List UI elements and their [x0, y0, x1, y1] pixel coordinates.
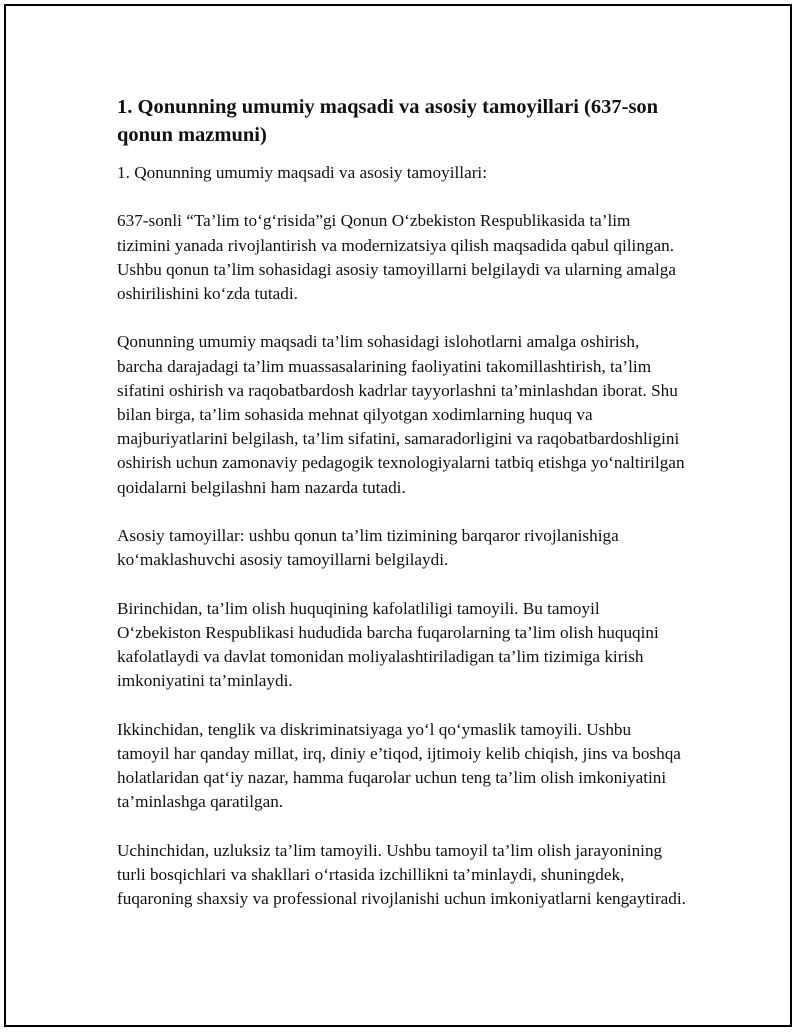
paragraph-main-principles: Asosiy tamoyillar: ushbu qonun ta’lim tizimining barqaror rivojlanishiga ko‘maklashuvchi asosiy tamoyillarni belgilaydi.: [117, 526, 619, 570]
paragraph-intro: 1. Qonunning umumiy maqsadi va asosiy tamoyillari:: [117, 163, 487, 182]
paragraph-third-principle: Uchinchidan, uzluksiz ta’lim tamoyili. Ushbu tamoyil ta’lim olish jarayonining turli bosqichlari va shakllari o‘rtasida izchillikni ta’minlaydi, shuningdek, fuqaroning shaxsiy va professional rivojlanishi uchun imkoniyatlarni kengaytiradi.: [117, 840, 686, 908]
paragraph-second-principle: Ikkinchidan, tenglik va diskriminatsiyaga yo‘l qo‘ymaslik tamoyili. Ushbu tamoyil har qanday millat, irq, diniy e’tiqod, ijtimoiy kelib chiqish, jins va boshqa holatlaridan qat‘iy nazar, hamma fuqarolar uchun teng ta’lim olish imkoniyatini ta’minlashga qaratilgan.: [117, 719, 681, 812]
paragraph-law-adoption: 637-sonli “Ta’lim to‘g‘risida”gi Qonun O‘zbekiston Respublikasida ta’lim tizimini yanada rivojlantirish va modernizatsiya qilish maqsadida qabul qilingan. Ushbu qonun ta’lim sohasidagi asosiy tamoyillarni belgilaydi va ularning amalga oshirilishini ko‘zda tutadi.: [117, 211, 676, 303]
paragraph-general-goal: Qonunning umumiy maqsadi ta’lim sohasidagi islohotlarni amalga oshirish, barcha darajadagi ta’lim muassasalarining faoliyatini takomillashtirish, ta’lim sifatini oshirish va raqobatbardosh kadrlar tayyorlashni ta’minlashdan iborat. Shu bilan birga, ta’lim sohasida mehnat qilyotgan xodimlarning huquq va majburiyatlarini belgilash, ta’lim sifatini, samaradorligini va raqobatbardoshligini oshirish uchun zamonaviy pedagogik texnologiyalarni tatbiq etishga yo‘naltirilgan qoidalarni belgilashni ham nazarda tutadi.: [117, 332, 685, 497]
page-title: 1. Qonunning umumiy maqsadi va asosiy tamoyillari (637-son qonun mazmuni): [117, 96, 659, 146]
document-body: [117, 93, 687, 935]
paragraph-first-principle: Birinchidan, ta’lim olish huquqining kafolatliligi tamoyili. Bu tamoyil O‘zbekiston Respublikasi hududida barcha fuqarolarning ta’lim olish huquqini kafolatlaydi va davlat tomonidan moliyalashtiriladigan ta’lim tizimiga kirish imkoniyatini ta’minlaydi.: [117, 598, 659, 691]
